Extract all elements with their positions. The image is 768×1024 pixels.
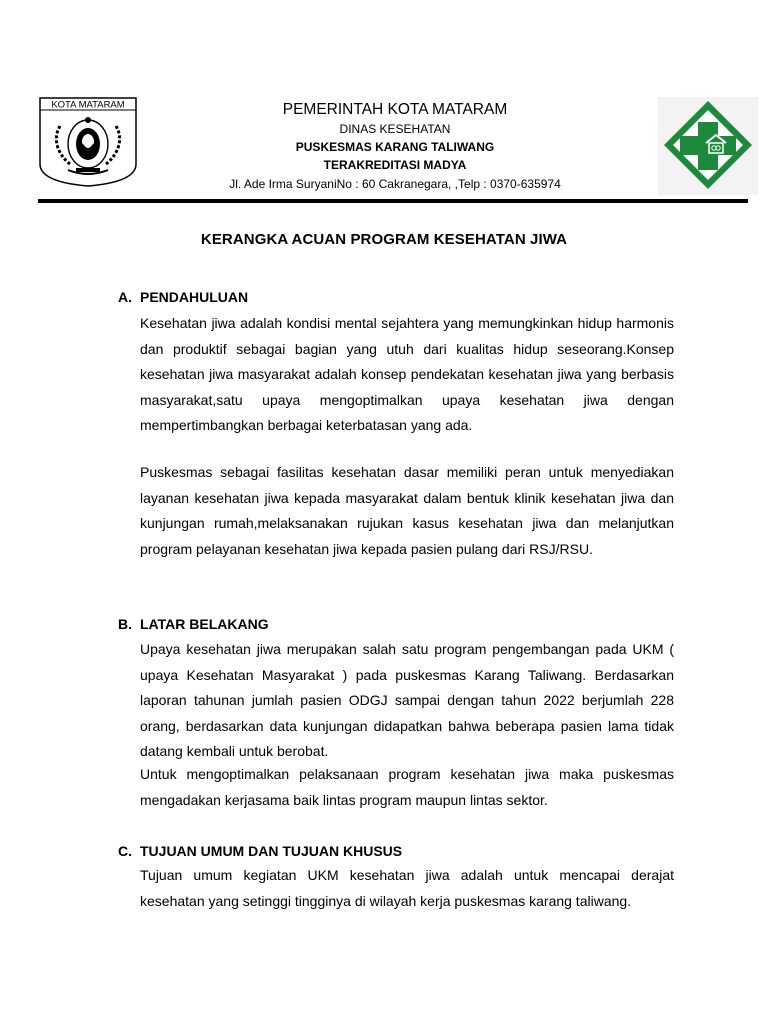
section-a-paragraph-2: Puskesmas sebagai fasilitas kesehatan dasar memiliki peran untuk menyediakan layanan kesehatan jiwa kepada masyarakat dalam bentuk klinik kesehatan jiwa dan kunjungan rumah,melaksanakan rujukan kasus kesehatan jiwa dan melanjutkan program pelayanan kesehatan jiwa kepada pasien pulang dari RSJ/RSU. — [140, 464, 674, 557]
section-title: PENDAHULUAN — [140, 289, 249, 305]
section-a-paragraph-1: Kesehatan jiwa adalah kondisi mental sejahtera yang memungkinkan hidup harmonis dan produktif sebagai bagian yang utuh dari kualitas hidup seseorang.Konsep kesehatan jiwa masyarakat adalah konsep pendekatan kesehatan jiwa yang berbasis masyarakat,satu upaya mengoptimalkan upaya kesehatan jiwa dengan mempertimbangkan berbagai keterbatasan yang ada. — [140, 315, 674, 433]
logo-text: KOTA MATARAM — [51, 99, 125, 111]
section-letter: C. — [118, 843, 132, 859]
header-divider — [38, 199, 748, 203]
address: Jl. Ade Irma SuryaniNo : 60 Cakranegara, ,Telp : 0370-635974 — [229, 177, 561, 191]
section-letter: B. — [118, 616, 132, 632]
letterhead — [150, 101, 640, 193]
document-title: KERANGKA ACUAN PROGRAM KESEHATAN JIWA — [200, 231, 568, 248]
section-letter: A. — [118, 289, 132, 305]
section-title: LATAR BELAKANG — [140, 616, 269, 632]
dept-name: DINAS KESEHATAN — [339, 122, 451, 136]
accreditation: TERAKREDITASI MADYA — [323, 158, 467, 172]
section-c-heading — [118, 842, 402, 860]
section-a-heading — [118, 288, 248, 306]
section-b-paragraph-2: Untuk mengoptimalkan pelaksanaan program kesehatan jiwa maka puskesmas mengadakan kerjasama baik lintas program maupun lintas sektor. — [140, 766, 674, 808]
section-c-paragraph-1: Tujuan umum kegiatan UKM kesehatan jiwa adalah untuk mencapai derajat kesehatan yang setinggi tingginya di wilayah kerja puskesmas karang taliwang. — [140, 867, 674, 909]
kota-mataram-logo — [38, 96, 138, 188]
section-b-heading — [118, 615, 269, 633]
section-b-paragraph-1: Upaya kesehatan jiwa merupakan salah satu program pengembangan pada UKM ( upaya Kesehatan Masyarakat ) pada puskesmas Karang Taliwang. Berdasarkan laporan tahunan jumlah pasien ODGJ sampai dengan tahun 2022 berjumlah 228 orang, berdasarkan data kunjungan didapatkan bahwa beberapa pasien lama tidak datang kembali untuk berobat. — [140, 641, 674, 759]
institution-name: PUSKESMAS KARANG TALIWANG — [295, 140, 495, 154]
puskesmas-logo — [658, 97, 758, 195]
section-title: TUJUAN UMUM DAN TUJUAN KHUSUS — [140, 843, 403, 859]
gov-name: PEMERINTAH KOTA MATARAM — [282, 101, 508, 118]
